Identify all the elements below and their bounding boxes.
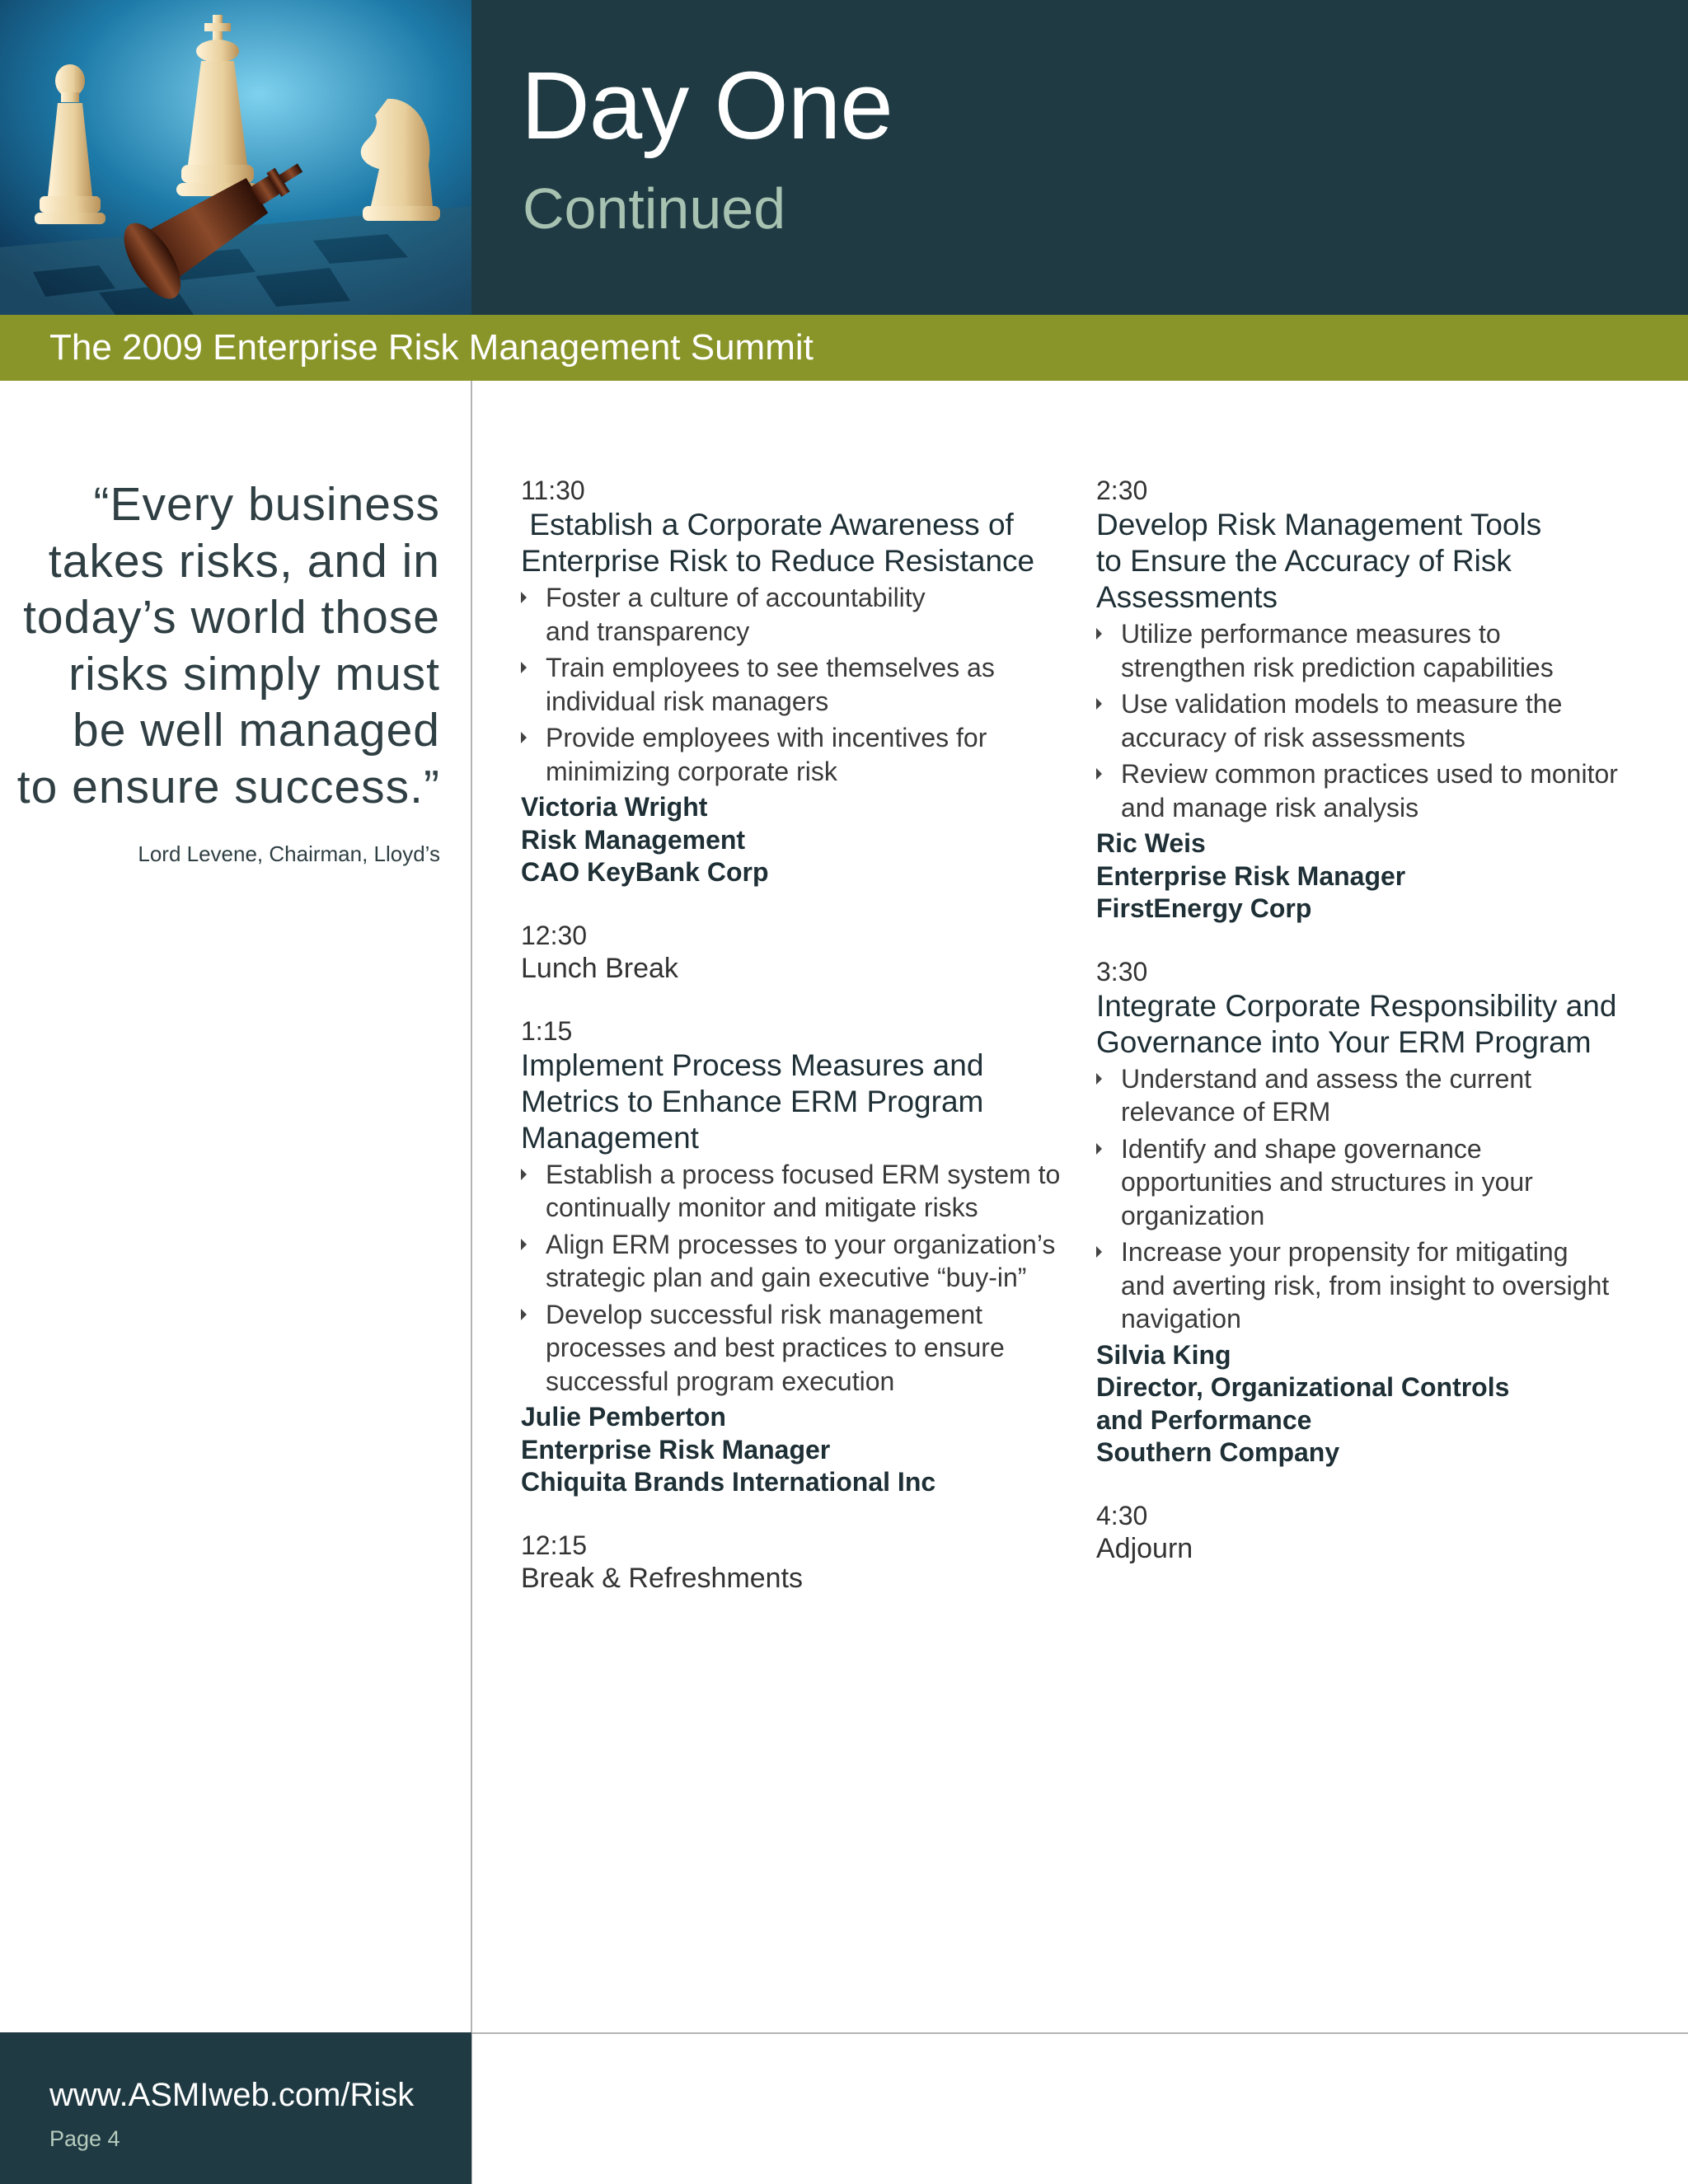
speaker-info: [1096, 1339, 1665, 1469]
schedule-column-left: [521, 474, 1081, 1595]
bullet-text: relevance of ERM: [1121, 1097, 1331, 1127]
bullet-text: Train employees to see themselves as: [546, 653, 995, 682]
quote-attribution: Lord Levene, Chairman, Lloyd’s: [138, 841, 440, 866]
list-item: [1096, 617, 1665, 684]
list-item: [1096, 757, 1665, 824]
header-panel: [471, 0, 1688, 315]
bullet-text: strengthen risk prediction capabilities: [1121, 652, 1554, 682]
bullet-text: navigation: [1121, 1304, 1241, 1333]
footer: [0, 2032, 471, 2184]
triangle-bullet-icon: [521, 732, 527, 743]
session-time: 2:30: [1096, 476, 1148, 505]
triangle-bullet-icon: [1096, 1143, 1102, 1155]
bullet-text: accuracy of risk assessments: [1121, 722, 1465, 752]
website-link[interactable]: www.ASMIweb.com/Risk: [49, 2077, 415, 2113]
session-bullets: [521, 1158, 1081, 1399]
bullet-text: Identify and shape governance: [1121, 1133, 1482, 1164]
speaker-role: Risk Management: [521, 824, 746, 855]
bullet-text: organization: [1121, 1200, 1265, 1230]
bullet-text: and manage risk analysis: [1121, 792, 1419, 823]
session-title: Integrate Corporate Responsibility and Governance into Your ERM Program: [1096, 988, 1617, 1059]
list-item: [521, 1228, 1081, 1295]
session-430: [1096, 1499, 1665, 1565]
triangle-bullet-icon: [1096, 1246, 1102, 1258]
triangle-bullet-icon: [1096, 628, 1102, 640]
bullet-text: continually monitor and mitigate risks: [546, 1193, 978, 1222]
session-title: Develop Risk Management Tools to Ensure the Accuracy of Risk Assessments: [1096, 508, 1542, 614]
pull-quote: [0, 476, 440, 815]
session-115: [521, 1015, 1081, 1499]
triangle-bullet-icon: [521, 1239, 527, 1250]
session-bullets: [1096, 1062, 1665, 1336]
speaker-company: Southern Company: [1096, 1437, 1340, 1467]
session-bullets: [521, 581, 1081, 788]
session-1215: [521, 1529, 1081, 1595]
bullet-text: strategic plan and gain executive “buy-in”: [546, 1263, 1027, 1292]
speaker-role: Director, Organizational Controls: [1096, 1372, 1510, 1402]
quote-line: today’s world those: [23, 591, 440, 644]
list-item: [1096, 1062, 1665, 1129]
triangle-bullet-icon: [1096, 768, 1102, 780]
session-label: Break & Refreshments: [521, 1562, 804, 1594]
session-label: Lunch Break: [521, 952, 678, 984]
bullet-text: Increase your propensity for mitigating: [1121, 1237, 1568, 1267]
quote-line: be well managed: [73, 704, 440, 757]
quote-line: to ensure success.”: [16, 760, 440, 813]
footer-divider: [472, 2032, 1688, 2034]
chess-hero-image: [0, 0, 471, 315]
session-1230: [521, 919, 1081, 985]
speaker-info: [521, 791, 1081, 889]
session-time: 12:30: [521, 920, 588, 950]
bullet-text: Utilize performance measures to: [1121, 619, 1501, 649]
speaker-company: CAO KeyBank Corp: [521, 857, 769, 887]
session-time: 3:30: [1096, 956, 1148, 987]
bullet-text: Review common practices used to monitor: [1121, 759, 1618, 789]
session-time: 4:30: [1096, 1500, 1148, 1530]
bullet-text: and transparency: [546, 616, 750, 646]
list-item: [521, 1298, 1081, 1399]
speaker-name: Victoria Wright: [521, 792, 708, 822]
triangle-bullet-icon: [1096, 1073, 1102, 1085]
session-title: Establish a Corporate Awareness of Enterprise Risk to Reduce Resistance: [521, 508, 1035, 578]
schedule-column-right: [1096, 474, 1665, 1565]
list-item: [1096, 1132, 1665, 1233]
summit-name: The 2009 Enterprise Risk Management Summit: [49, 327, 814, 368]
bullet-text: opportunities and structures in your: [1121, 1167, 1533, 1197]
bullet-text: processes and best practices to ensure: [546, 1333, 1005, 1362]
speaker-role: and Performance: [1096, 1404, 1312, 1435]
session-230: [1096, 474, 1665, 926]
list-item: [521, 651, 1081, 718]
quote-line: takes risks, and in: [48, 534, 440, 588]
speaker-name: Ric Weis: [1096, 828, 1206, 858]
speaker-company: FirstEnergy Corp: [1096, 893, 1312, 923]
session-time: 12:15: [521, 1530, 588, 1560]
session-330: [1096, 955, 1665, 1469]
bullet-text: Understand and assess the current: [1121, 1063, 1532, 1094]
triangle-bullet-icon: [521, 1169, 527, 1180]
speaker-name: Silvia King: [1096, 1339, 1231, 1370]
page-subtitle: Continued: [523, 176, 786, 241]
summit-banner: [0, 315, 1688, 381]
triangle-bullet-icon: [521, 662, 527, 673]
page-number: Page 4: [49, 2126, 120, 2151]
session-title: Implement Process Measures and Metrics to Enhance ERM Program Management: [521, 1047, 984, 1155]
session-time: 1:15: [521, 1015, 573, 1046]
speaker-name: Julie Pemberton: [521, 1402, 726, 1432]
triangle-bullet-icon: [521, 1309, 527, 1320]
quote-line: “Every business: [93, 478, 440, 531]
bullet-text: and averting risk, from insight to oversight: [1121, 1270, 1610, 1301]
bullet-text: Foster a culture of accountability: [546, 583, 926, 612]
session-time: 11:30: [521, 476, 585, 505]
speaker-info: [1096, 827, 1665, 926]
speaker-role: Enterprise Risk Manager: [521, 1434, 831, 1465]
speaker-role: Enterprise Risk Manager: [1096, 860, 1406, 891]
list-item: [1096, 1235, 1665, 1336]
triangle-bullet-icon: [1096, 698, 1102, 710]
list-item: [521, 581, 1081, 648]
bullet-text: Provide employees with incentives for: [546, 723, 987, 752]
bullet-text: Align ERM processes to your organization’s: [546, 1229, 1056, 1259]
bullet-text: individual risk managers: [546, 686, 829, 716]
speaker-company: Chiquita Brands International Inc: [521, 1467, 936, 1497]
bullet-text: Use validation models to measure the: [1121, 689, 1563, 719]
column-divider: [471, 381, 472, 2184]
session-1130: [521, 474, 1081, 889]
list-item: [1096, 687, 1665, 754]
bullet-text: Establish a process focused ERM system to: [546, 1159, 1061, 1189]
session-label: Adjourn: [1096, 1532, 1193, 1564]
bullet-text: Develop successful risk management: [546, 1299, 983, 1329]
list-item: [521, 1158, 1081, 1225]
quote-line: risks simply must: [68, 647, 440, 701]
session-bullets: [1096, 617, 1665, 824]
speaker-info: [521, 1401, 1081, 1499]
list-item: [521, 721, 1081, 788]
page-title: Day One: [521, 52, 893, 159]
triangle-bullet-icon: [521, 592, 527, 603]
bullet-text: minimizing corporate risk: [546, 756, 837, 786]
bullet-text: successful program execution: [546, 1366, 895, 1396]
